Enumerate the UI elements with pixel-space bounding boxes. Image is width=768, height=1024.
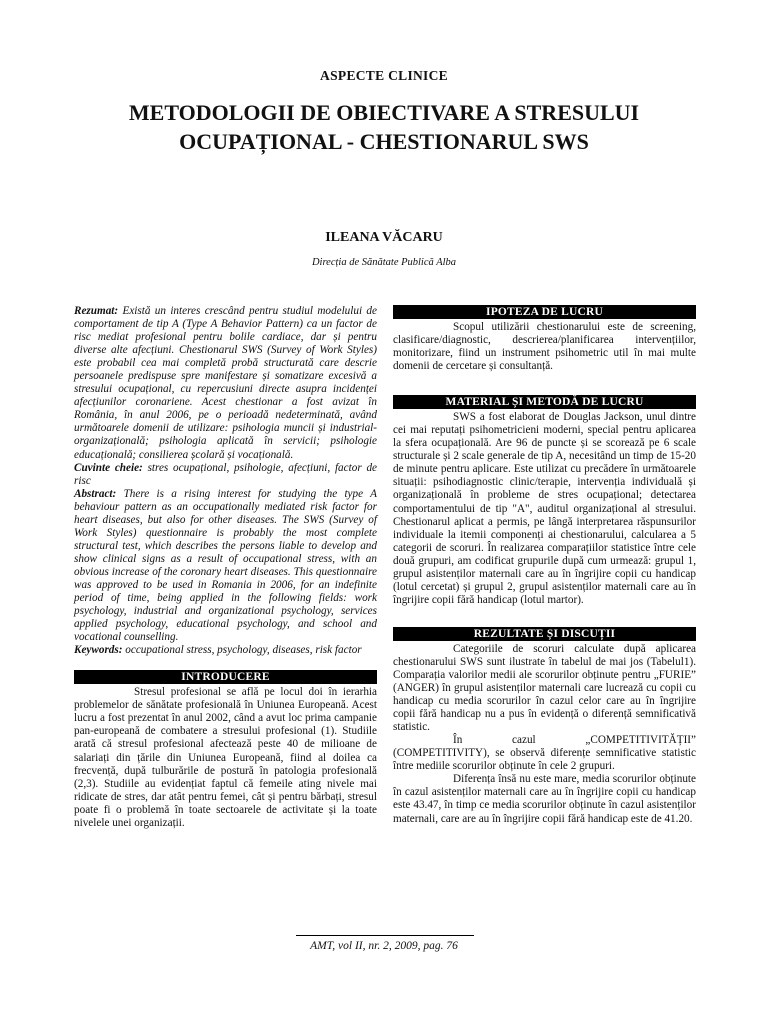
rezultate-paragraph-1: Categoriile de scoruri calculate după aplicarea chestionarului SWS sunt ilustrate în tabelul de mai jos (Tabelul1). Comparația valorilor medii ale scorurilor obținute pentru „FURIE” (ANGER) în grupul asistenților maternali care lucrează cu copii cu handicap cu media scorurilor în cazul celor care au în îngrijire copii fără handicap nu a pus în evidență o diferență semnificativă statistic.	[393, 642, 696, 734]
article-title	[60, 98, 708, 156]
keywords-label: Keywords:	[74, 644, 123, 657]
abstract-block	[74, 305, 377, 657]
left-column	[74, 305, 377, 830]
abstract-label: Abstract:	[74, 487, 117, 500]
author-affiliation: Direcția de Sănătate Publică Alba	[311, 257, 457, 268]
ipoteza-paragraph: Scopul utilizării chestionarului este de screening, clasificare/diagnostic, descrierea/planificarea intervențiilor, monitorizare, fiind un instrument psihometric util în mai multe domenii de cercetare și consultanță.	[393, 321, 696, 373]
keywords-paragraph	[74, 644, 377, 657]
cuvinte-cheie-paragraph	[74, 462, 377, 488]
rezultate-paragraph-3: Diferența însă nu este mare, media scorurilor obținute în cazul asistenților maternali care au în îngrijire copii cu handicap este 43.47, în timp ce media scorurilor obținute în cazul asistenților maternali, care are au în îngrijire copii fără handicap este de 41.20.	[393, 773, 696, 825]
rezultate-paragraph-2: În cazul „COMPETITIVITĂȚII” (COMPETITIVITY), se observă diferențe semnificative statistic între mediile scorurilor obținute în cele 2 grupuri.	[393, 734, 696, 773]
cuvinte-cheie-label: Cuvinte cheie:	[74, 461, 143, 474]
material-paragraph: SWS a fost elaborat de Douglas Jackson, unul dintre cei mai reputați psihometricieni moderni, special pentru aplicarea la sfera ocupațională. Are 96 de puncte și se scorează pe 6 scale structurale și 2 scale generale de tip A, necesitând un timp de 15-20 de minute pentru aplicare. Este utilizat cu precădere în următoarele situații: psihodiagnostic clinic/terapie, intervenția individuală și organizațională în probleme de stres ocupațional; detectarea comportamentului de tip "A", auditul organizațional al stresului. Chestionarul aplicat a permis, pe lângă interpretarea răspunsurilor individuale la itemii componenți ai chestionarului, calcularea a 5 categorii de scoruri. În realizarea comparațiilor statistice între cele două grupuri, am codificat grupurile după cum urmează: grupul 1, grupul asistenților maternali care au în îngrijire copii cu handicap (lotul cercetat) și grupul 2, grupul asistenților maternali care au în îngrijire copii fără handicap (lotul martor).	[393, 411, 696, 606]
abstract-paragraph	[74, 488, 377, 645]
ipoteza-heading: IPOTEZA DE LUCRU	[393, 305, 696, 319]
title-line-2: OCUPAȚIONAL - CHESTIONARUL SWS	[179, 129, 589, 154]
rezumat-label: Rezumat:	[74, 305, 119, 317]
rezultate-heading: REZULTATE ȘI DISCUȚII	[393, 627, 696, 641]
author-name: ILEANA VĂCARU	[325, 230, 443, 245]
footer-rule	[296, 935, 474, 936]
title-line-1: METODOLOGII DE OBIECTIVARE A STRESULUI	[128, 100, 640, 125]
section-label: ASPECTE CLINICE	[320, 68, 448, 83]
abstract-text: There is a rising interest for studying the type A behaviour pattern as an occupationally mediated risk factor for heart diseases, but also for other diseases. The SWS (Survey of Work Styles) questionnaire is probably the most complete structural test, which describes the persons liable to develop and show clinical signs as a result of occupational stress, with an obvious increase of the coronary heart diseases. This questionnaire was approved to be used in Romania in 2006, for an indefinite period of time, being applied in the following fields: work psychology, industrial and organizational psychology, services applied psychology, educational psychology, and school and vocational counselling.	[74, 487, 377, 644]
introducere-heading: INTRODUCERE	[74, 670, 377, 684]
page-footer-citation: AMT, vol II, nr. 2, 2009, pag. 76	[310, 940, 458, 952]
keywords-text: occupational stress, psychology, diseases, risk factor	[125, 644, 362, 657]
cuvinte-cheie-text: stres ocupațional, psihologie, afecțiuni, factor de risc	[74, 461, 377, 487]
right-column	[393, 305, 696, 826]
introducere-paragraph: Stresul profesional se află pe locul doi în ierarhia problemelor de sănătate profesională în Uniunea Europeană. Acest lucru a fost prezentat în anul 2002, când a avut loc prima campanie pan-europeană de combatere a stresului profesional (1). Studiile arată că stresul profesional afectează peste 40 de milioane de salariați din țările din Uniunea Europeană, fiind al doilea ca frecvență, după tulburările de postură în patologia profesională (2,3). Studiile au evidențiat faptul că femeile ating nivele mai ridicate de stres, dar atât pentru femei, cât și pentru bărbați, stresul poate fi o problemă în toate sectoarele de activitate și la toate nivelele unei organizații.	[74, 686, 377, 829]
rezumat-text: Există un interes crescând pentru studiul modelului de comportament de tip A (Type A Behavior Pattern) ca un factor de risc mediat profesional pentru bolile cardiace, dar și pentru diverse alte afecțiuni. Chestionarul SWS (Survey of Work Styles) este probabil cea mai completă probă structurată care descrie persoanele predispuse spre manifestare și somatizare excesivă a stresului ocupațional, cu repercusiuni directe asupra incidenței afecțiunilor coronariene. Acest chestionar a fost avizat în România, în anul 2006, pe o perioadă nedeterminată, având următoarele domenii de utilizare: psihologia muncii și industrial-organizațională; psihologia aplicată în servicii; psihologie educațională; consilierea școlară și vocațională.	[74, 305, 377, 461]
rezumat-paragraph	[74, 305, 377, 462]
material-heading: MATERIAL ȘI METODĂ DE LUCRU	[393, 395, 696, 409]
